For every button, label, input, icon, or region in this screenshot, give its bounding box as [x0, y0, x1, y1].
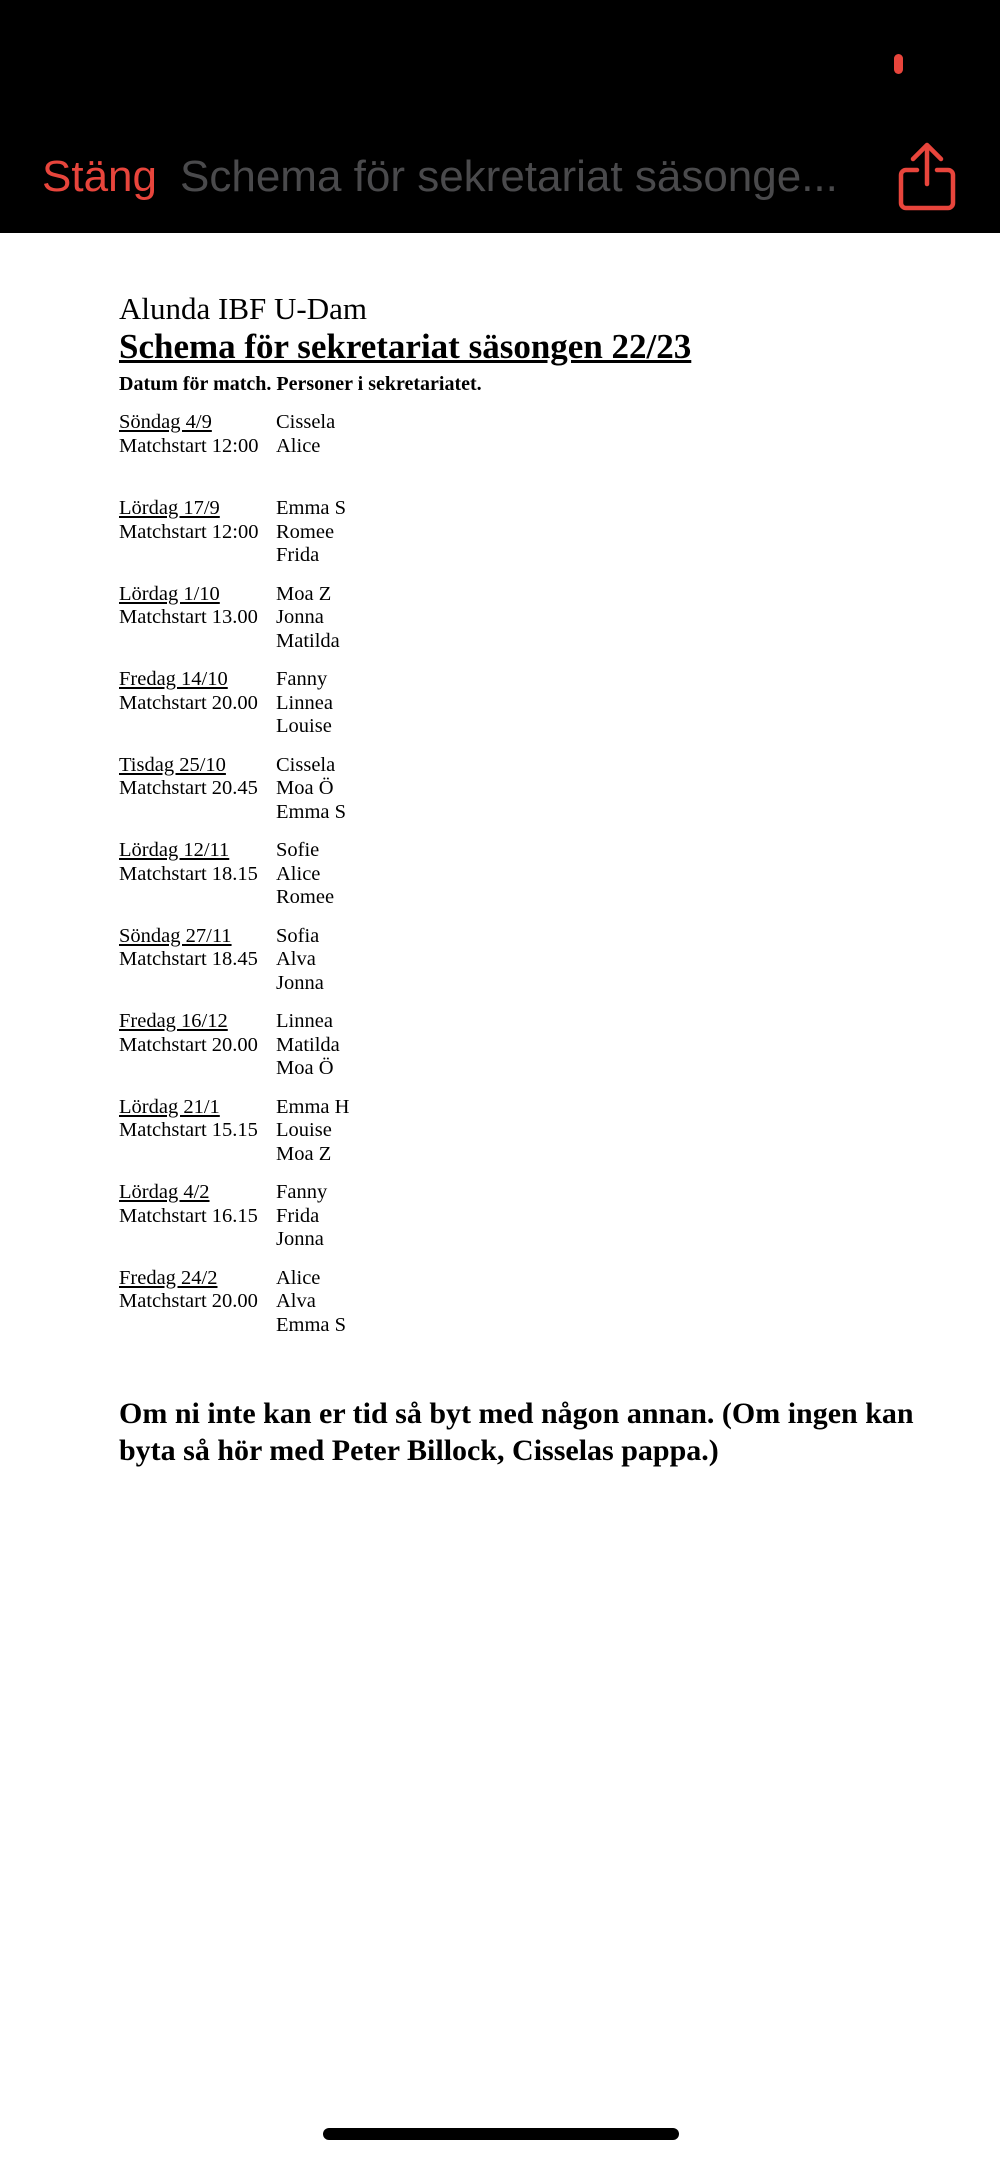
match-date: Söndag 27/11 [119, 924, 232, 947]
match-start-time: Matchstart 13.00 [119, 606, 258, 628]
match-when [119, 925, 276, 996]
match-date: Tisdag 25/10 [119, 753, 226, 776]
document-title: Schema för sekretariat säsonge... [180, 152, 838, 201]
match-when [119, 1096, 276, 1167]
person-name: Alva [276, 948, 316, 970]
match-when [119, 668, 276, 739]
person-name: Emma S [276, 1313, 347, 1336]
match-entry [119, 754, 959, 825]
match-start-time: Matchstart 20.00 [119, 691, 258, 714]
document-page [119, 290, 959, 1352]
match-date: Lördag 21/1 [119, 1095, 220, 1118]
secretariat-people [276, 1181, 327, 1252]
person-name: Alva [276, 1290, 316, 1312]
match-when [119, 1010, 276, 1081]
person-name: Frida [276, 544, 320, 566]
person-name: Louise [276, 715, 332, 737]
person-name: Linnea [276, 1010, 333, 1032]
secretariat-people [276, 583, 340, 654]
match-start-time: Matchstart 12:00 [119, 434, 259, 457]
club-name: Alunda IBF U-Dam [119, 291, 367, 326]
match-start-time: Matchstart 15.15 [119, 1119, 258, 1141]
secretariat-people [276, 411, 335, 458]
match-entry [119, 1010, 959, 1081]
person-name: Jonna [276, 971, 324, 994]
match-entry [119, 583, 959, 654]
match-date: Söndag 4/9 [119, 411, 212, 433]
secretariat-people [276, 839, 334, 910]
person-name: Alice [276, 862, 321, 885]
person-name: Moa Z [276, 1142, 332, 1165]
recording-indicator [894, 54, 903, 74]
match-entry [119, 411, 959, 458]
person-name: Frida [276, 1204, 320, 1227]
person-name: Emma S [276, 800, 347, 823]
match-entry [119, 497, 959, 568]
home-indicator[interactable] [323, 2128, 679, 2140]
person-name: Cissela [276, 411, 336, 433]
person-name: Sofie [276, 839, 320, 861]
match-date: Lördag 4/2 [119, 1181, 210, 1203]
schedule-subtitle: Datum för match. Personer i sekretariatet. [119, 373, 482, 395]
person-name: Alice [276, 1266, 321, 1289]
match-date: Fredag 14/10 [119, 668, 228, 690]
person-name: Moa Ö [276, 1057, 334, 1079]
match-entry [119, 1267, 959, 1338]
match-date: Fredag 24/2 [119, 1266, 218, 1289]
person-name: Linnea [276, 691, 333, 714]
person-name: Romee [276, 520, 335, 543]
person-name: Sofia [276, 924, 320, 947]
secretariat-people [276, 1096, 349, 1167]
person-name: Alice [276, 434, 321, 457]
person-name: Emma H [276, 1095, 350, 1118]
match-entry [119, 1096, 959, 1167]
person-name: Jonna [276, 1228, 324, 1250]
match-when [119, 1181, 276, 1252]
match-start-time: Matchstart 20.00 [119, 1290, 258, 1312]
match-start-time: Matchstart 20.45 [119, 777, 258, 799]
match-entry [119, 1181, 959, 1252]
person-name: Romee [276, 886, 335, 908]
match-start-time: Matchstart 20.00 [119, 1033, 258, 1056]
match-entry [119, 668, 959, 739]
person-name: Matilda [276, 629, 340, 652]
match-start-time: Matchstart 16.15 [119, 1204, 258, 1227]
match-when [119, 411, 276, 458]
match-entry [119, 839, 959, 910]
person-name: Fanny [276, 668, 328, 690]
match-when [119, 583, 276, 654]
match-start-time: Matchstart 12:00 [119, 520, 259, 543]
match-start-time: Matchstart 18.15 [119, 862, 258, 885]
person-name: Louise [276, 1119, 332, 1141]
match-when [119, 839, 276, 910]
schedule-title: Schema för sekretariat säsongen 22/23 [119, 327, 692, 366]
navigation-bar [0, 0, 1000, 233]
match-when [119, 754, 276, 825]
person-name: Jonna [276, 606, 324, 628]
secretariat-people [276, 668, 333, 739]
share-icon[interactable] [896, 140, 958, 214]
match-entry [119, 925, 959, 996]
match-when [119, 497, 276, 568]
person-name: Fanny [276, 1181, 328, 1203]
match-schedule [119, 411, 959, 1337]
secretariat-people [276, 497, 346, 568]
match-start-time: Matchstart 18.45 [119, 948, 258, 970]
person-name: Matilda [276, 1033, 340, 1056]
instruction-note: Om ni inte kan er tid så byt med någon annan. (Om ingen kan byta så hör med Peter Billock, Cisselas pappa.) [119, 1397, 914, 1467]
match-date: Lördag 17/9 [119, 497, 220, 519]
match-date: Lördag 12/11 [119, 839, 230, 861]
match-date: Lördag 1/10 [119, 582, 220, 605]
person-name: Moa Z [276, 582, 332, 605]
person-name: Emma S [276, 497, 347, 519]
close-button[interactable]: Stäng [42, 152, 157, 201]
secretariat-people [276, 754, 346, 825]
secretariat-people [276, 925, 324, 996]
secretariat-people [276, 1010, 340, 1081]
person-name: Moa Ö [276, 777, 334, 799]
match-when [119, 1267, 276, 1338]
secretariat-people [276, 1267, 346, 1338]
match-date: Fredag 16/12 [119, 1010, 228, 1032]
person-name: Cissela [276, 753, 336, 776]
